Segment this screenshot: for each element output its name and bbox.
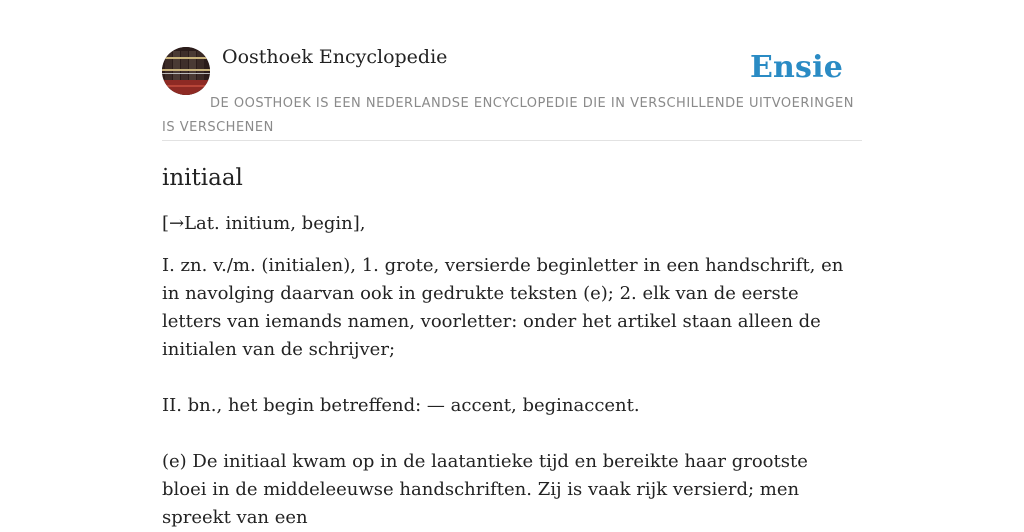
site-header [162, 46, 862, 141]
article-paragraph: I. zn. v./m. (initialen), 1. grote, versierde beginletter in een handschrift, en in navolging daarvan ook in gedrukte teksten (e); 2. elk van de eerste letters van iemands namen, voorletter: onder het artikel staan alleen de initialen van de schrijver; [162, 255, 844, 360]
article-etymology: [→Lat. initium, begin], [162, 213, 366, 234]
site-tagline: DE OOSTHOEK IS EEN NEDERLANDSE ENCYCLOPEDIE DIE IN VERSCHILLENDE UITVOERINGEN IS VERSCHENEN [162, 96, 854, 135]
article-paragraph: (e) De initiaal kwam op in de laatantieke tijd en bereikte haar grootste bloei in de middeleeuwse handschriften. Zij is vaak rijk versierd; men spreekt van een [162, 451, 808, 528]
article [162, 160, 852, 532]
avatar[interactable] [162, 47, 210, 95]
brand-logo[interactable]: Ensie [749, 50, 843, 85]
article-title: initiaal [162, 165, 243, 191]
article-paragraph: II. bn., het begin betreffend: — accent, beginaccent. [162, 395, 640, 416]
site-name[interactable]: Oosthoek Encyclopedie [222, 46, 448, 68]
encyclopedia-books-icon [162, 47, 210, 95]
